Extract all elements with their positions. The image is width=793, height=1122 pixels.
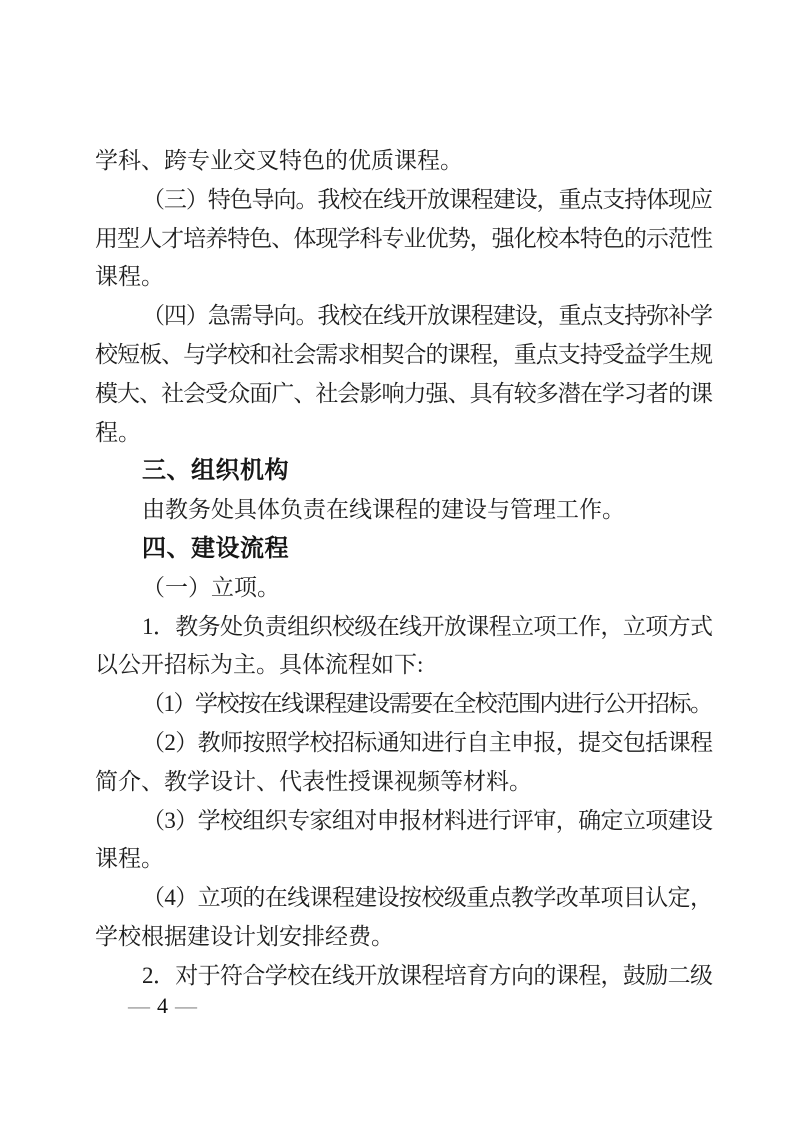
doc-line: 校短板、与学校和社会需求相契合的课程，重点支持受益学生规 bbox=[95, 341, 711, 367]
doc-line: （一）立项。 bbox=[142, 574, 280, 600]
doc-line: 简介、教学设计、代表性授课视频等材料。 bbox=[95, 768, 532, 794]
doc-line: （3）学校组织专家组对申报材料进行评审，确定立项建设 bbox=[142, 807, 711, 833]
doc-line: 2．对于符合学校在线开放课程培育方向的课程，鼓励二级 bbox=[142, 962, 711, 988]
doc-line: 程。 bbox=[95, 419, 141, 445]
doc-line: （三）特色导向。我校在线开放课程建设，重点支持体现应 bbox=[142, 186, 711, 212]
doc-line: （2）教师按照学校招标通知进行自主申报，提交包括课程 bbox=[142, 729, 711, 755]
page-number-value: 4 bbox=[157, 993, 169, 1018]
doc-line: （1）学校按在线课程建设需要在全校范围内进行公开招标。 bbox=[142, 691, 711, 717]
document-body bbox=[95, 142, 711, 996]
doc-line: 学科、跨专业交叉特色的优质课程。 bbox=[95, 148, 463, 173]
doc-line: 学校根据建设计划安排经费。 bbox=[95, 923, 394, 949]
doc-line: 模大、社会受众面广、社会影响力强、具有较多潜在学习者的课 bbox=[95, 380, 711, 406]
doc-line: 课程。 bbox=[95, 264, 164, 290]
doc-line: （4）立项的在线课程建设按校级重点教学改革项目认定， bbox=[142, 885, 711, 911]
doc-line: 课程。 bbox=[95, 846, 164, 872]
section-heading-organization: 三、组织机构 bbox=[142, 457, 289, 485]
doc-line: 由教务处具体负责在线课程的建设与管理工作。 bbox=[142, 497, 625, 523]
page-number-dash-right: — bbox=[175, 993, 198, 1018]
doc-line: 1．教务处负责组织校级在线开放课程立项工作，立项方式 bbox=[142, 613, 711, 639]
doc-line: 以公开招标为主。具体流程如下: bbox=[95, 652, 424, 678]
doc-line: 用型人才培养特色、体现学科专业优势，强化校本特色的示范性 bbox=[95, 225, 711, 251]
section-heading-process: 四、建设流程 bbox=[142, 534, 289, 562]
page-number bbox=[128, 992, 198, 1020]
doc-line: （四）急需导向。我校在线开放课程建设，重点支持弥补学 bbox=[142, 303, 711, 329]
page-number-dash-left: — bbox=[128, 993, 151, 1018]
